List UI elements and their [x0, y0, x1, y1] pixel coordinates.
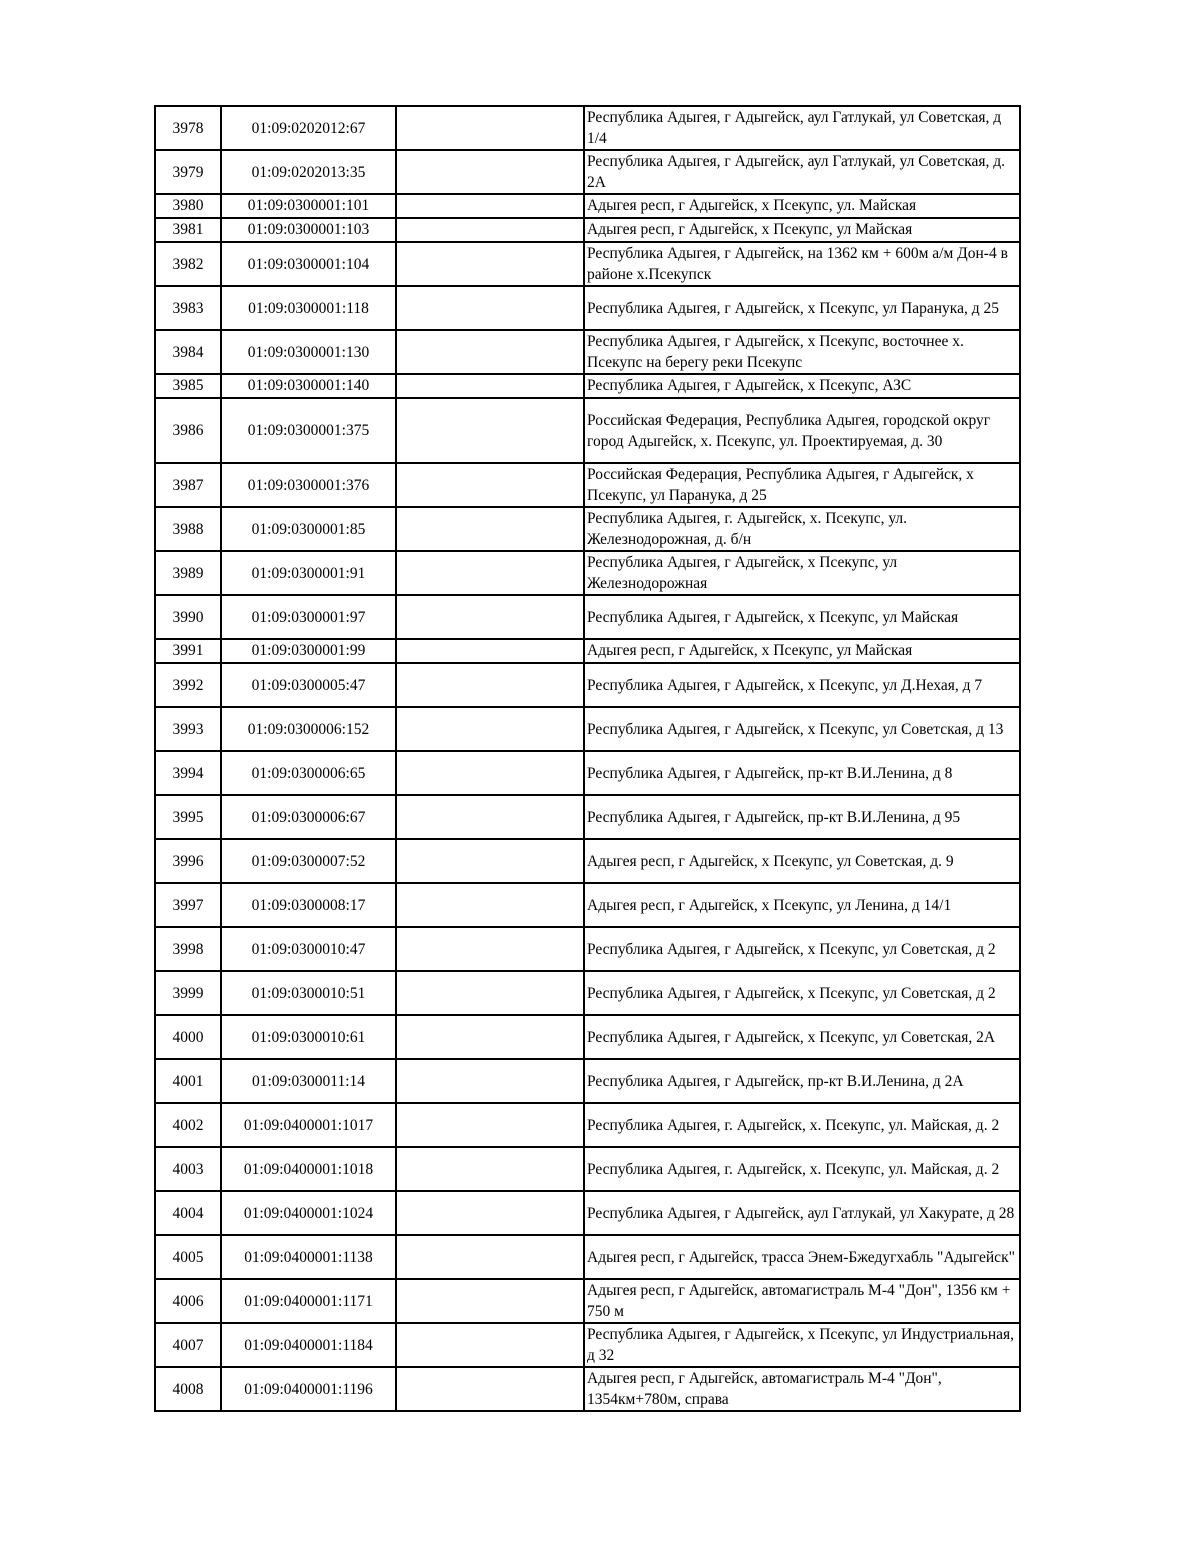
row-number-cell: 3981	[155, 218, 221, 242]
table-row	[155, 398, 1020, 463]
table-row	[155, 194, 1020, 218]
cadastral-number-cell: 01:09:0300001:375	[221, 398, 396, 463]
registry-table	[154, 105, 1021, 1412]
table-row	[155, 1279, 1020, 1323]
row-number-cell: 4001	[155, 1059, 221, 1103]
address-cell: Республика Адыгея, г. Адыгейск, х. Псекупс, ул. Железнодорожная, д. б/н	[584, 507, 1020, 551]
table-row	[155, 595, 1020, 639]
table-row	[155, 639, 1020, 663]
address-cell: Адыгея респ, г Адыгейск, х Псекупс, ул Ленина, д 14/1	[584, 883, 1020, 927]
empty-cell	[396, 374, 584, 398]
cadastral-number-cell: 01:09:0300001:91	[221, 551, 396, 595]
row-number-cell: 3979	[155, 150, 221, 194]
cadastral-number-cell: 01:09:0400001:1138	[221, 1235, 396, 1279]
table-row	[155, 1191, 1020, 1235]
cadastral-number-cell: 01:09:0300010:61	[221, 1015, 396, 1059]
empty-cell	[396, 463, 584, 507]
empty-cell	[396, 883, 584, 927]
empty-cell	[396, 286, 584, 330]
cadastral-number-cell: 01:09:0300001:99	[221, 639, 396, 663]
empty-cell	[396, 1103, 584, 1147]
row-number-cell: 4004	[155, 1191, 221, 1235]
row-number-cell: 3978	[155, 106, 221, 150]
empty-cell	[396, 218, 584, 242]
empty-cell	[396, 1235, 584, 1279]
cadastral-number-cell: 01:09:0300005:47	[221, 663, 396, 707]
address-cell: Республика Адыгея, г Адыгейск, х Псекупс, ул Советская, д 13	[584, 707, 1020, 751]
cadastral-number-cell: 01:09:0400001:1024	[221, 1191, 396, 1235]
table-row	[155, 795, 1020, 839]
empty-cell	[396, 194, 584, 218]
table-row	[155, 971, 1020, 1015]
table-row	[155, 663, 1020, 707]
empty-cell	[396, 595, 584, 639]
table-row	[155, 330, 1020, 374]
table-row	[155, 1015, 1020, 1059]
row-number-cell: 3995	[155, 795, 221, 839]
table-row	[155, 463, 1020, 507]
table-row	[155, 839, 1020, 883]
table-row	[155, 927, 1020, 971]
address-cell: Республика Адыгея, г Адыгейск, х Псекупс, ул Паранука, д 25	[584, 286, 1020, 330]
row-number-cell: 4003	[155, 1147, 221, 1191]
row-number-cell: 4000	[155, 1015, 221, 1059]
cadastral-number-cell: 01:09:0400001:1018	[221, 1147, 396, 1191]
cadastral-number-cell: 01:09:0202012:67	[221, 106, 396, 150]
cadastral-number-cell: 01:09:0300006:65	[221, 751, 396, 795]
address-cell: Республика Адыгея, г. Адыгейск, х. Псекупс, ул. Майская, д. 2	[584, 1147, 1020, 1191]
cadastral-number-cell: 01:09:0400001:1017	[221, 1103, 396, 1147]
empty-cell	[396, 106, 584, 150]
address-cell: Адыгея респ, г Адыгейск, трасса Энем-Бжедугхабль "Адыгейск"	[584, 1235, 1020, 1279]
empty-cell	[396, 795, 584, 839]
row-number-cell: 3985	[155, 374, 221, 398]
address-cell: Адыгея респ, г Адыгейск, х Псекупс, ул Советская, д. 9	[584, 839, 1020, 883]
address-cell: Адыгея респ, г Адыгейск, автомагистраль М-4 "Дон", 1354км+780м, справа	[584, 1367, 1020, 1411]
table-row	[155, 374, 1020, 398]
empty-cell	[396, 751, 584, 795]
address-cell: Адыгея респ, г Адыгейск, х Псекупс, ул. Майская	[584, 194, 1020, 218]
row-number-cell: 4008	[155, 1367, 221, 1411]
row-number-cell: 3980	[155, 194, 221, 218]
table-row	[155, 751, 1020, 795]
row-number-cell: 3988	[155, 507, 221, 551]
cadastral-number-cell: 01:09:0300001:118	[221, 286, 396, 330]
table-row	[155, 1103, 1020, 1147]
row-number-cell: 3983	[155, 286, 221, 330]
address-cell: Республика Адыгея, г Адыгейск, аул Гатлукай, ул Хакурате, д 28	[584, 1191, 1020, 1235]
table-row	[155, 707, 1020, 751]
table-row	[155, 883, 1020, 927]
address-cell: Адыгея респ, г Адыгейск, автомагистраль М-4 "Дон", 1356 км + 750 м	[584, 1279, 1020, 1323]
empty-cell	[396, 707, 584, 751]
row-number-cell: 3993	[155, 707, 221, 751]
empty-cell	[396, 242, 584, 286]
table-row	[155, 218, 1020, 242]
row-number-cell: 4005	[155, 1235, 221, 1279]
row-number-cell: 3990	[155, 595, 221, 639]
table-row	[155, 286, 1020, 330]
document-page	[154, 105, 1021, 1412]
cadastral-number-cell: 01:09:0300001:85	[221, 507, 396, 551]
empty-cell	[396, 971, 584, 1015]
row-number-cell: 3999	[155, 971, 221, 1015]
address-cell: Адыгея респ, г Адыгейск, х Псекупс, ул Майская	[584, 639, 1020, 663]
row-number-cell: 3989	[155, 551, 221, 595]
address-cell: Республика Адыгея, г Адыгейск, х Псекупс, восточнее х. Псекупс на берегу реки Псекупс	[584, 330, 1020, 374]
cadastral-number-cell: 01:09:0300001:104	[221, 242, 396, 286]
empty-cell	[396, 330, 584, 374]
row-number-cell: 3997	[155, 883, 221, 927]
empty-cell	[396, 1015, 584, 1059]
cadastral-number-cell: 01:09:0300001:97	[221, 595, 396, 639]
cadastral-number-cell: 01:09:0202013:35	[221, 150, 396, 194]
empty-cell	[396, 1279, 584, 1323]
address-cell: Республика Адыгея, г Адыгейск, х Псекупс, ул Советская, д 2	[584, 971, 1020, 1015]
empty-cell	[396, 150, 584, 194]
address-cell: Республика Адыгея, г Адыгейск, х Псекупс, ул Индустриальная, д 32	[584, 1323, 1020, 1367]
address-cell: Республика Адыгея, г Адыгейск, х Псекупс, ул Советская, 2А	[584, 1015, 1020, 1059]
address-cell: Республика Адыгея, г Адыгейск, аул Гатлукай, ул Советская, д 1/4	[584, 106, 1020, 150]
cadastral-number-cell: 01:09:0300007:52	[221, 839, 396, 883]
empty-cell	[396, 663, 584, 707]
cadastral-number-cell: 01:09:0300006:67	[221, 795, 396, 839]
cadastral-number-cell: 01:09:0300001:376	[221, 463, 396, 507]
cadastral-number-cell: 01:09:0400001:1171	[221, 1279, 396, 1323]
row-number-cell: 4007	[155, 1323, 221, 1367]
registry-table-body	[155, 106, 1020, 1411]
empty-cell	[396, 1323, 584, 1367]
table-row	[155, 507, 1020, 551]
cadastral-number-cell: 01:09:0400001:1184	[221, 1323, 396, 1367]
table-row	[155, 106, 1020, 150]
address-cell: Республика Адыгея, г Адыгейск, х Псекупс, ул Д.Нехая, д 7	[584, 663, 1020, 707]
cadastral-number-cell: 01:09:0300011:14	[221, 1059, 396, 1103]
address-cell: Республика Адыгея, г Адыгейск, пр-кт В.И.Ленина, д 2А	[584, 1059, 1020, 1103]
row-number-cell: 3996	[155, 839, 221, 883]
row-number-cell: 3986	[155, 398, 221, 463]
empty-cell	[396, 1191, 584, 1235]
cadastral-number-cell: 01:09:0300008:17	[221, 883, 396, 927]
row-number-cell: 3994	[155, 751, 221, 795]
address-cell: Республика Адыгея, г Адыгейск, пр-кт В.И.Ленина, д 95	[584, 795, 1020, 839]
empty-cell	[396, 398, 584, 463]
address-cell: Республика Адыгея, г Адыгейск, аул Гатлукай, ул Советская, д. 2А	[584, 150, 1020, 194]
address-cell: Республика Адыгея, г Адыгейск, х Псекупс, ул Майская	[584, 595, 1020, 639]
table-row	[155, 150, 1020, 194]
table-row	[155, 242, 1020, 286]
row-number-cell: 3982	[155, 242, 221, 286]
row-number-cell: 4002	[155, 1103, 221, 1147]
row-number-cell: 3992	[155, 663, 221, 707]
address-cell: Российская Федерация, Республика Адыгея, г Адыгейск, х Псекупс, ул Паранука, д 25	[584, 463, 1020, 507]
cadastral-number-cell: 01:09:0400001:1196	[221, 1367, 396, 1411]
address-cell: Республика Адыгея, г Адыгейск, пр-кт В.И.Ленина, д 8	[584, 751, 1020, 795]
address-cell: Российская Федерация, Республика Адыгея, городской округ город Адыгейск, х. Псекупс, ул. Проектируемая, д. 30	[584, 398, 1020, 463]
table-row	[155, 1235, 1020, 1279]
empty-cell	[396, 1059, 584, 1103]
empty-cell	[396, 639, 584, 663]
address-cell: Адыгея респ, г Адыгейск, х Псекупс, ул Майская	[584, 218, 1020, 242]
empty-cell	[396, 507, 584, 551]
address-cell: Республика Адыгея, г Адыгейск, х Псекупс, АЗС	[584, 374, 1020, 398]
empty-cell	[396, 1367, 584, 1411]
row-number-cell: 3991	[155, 639, 221, 663]
address-cell: Республика Адыгея, г Адыгейск, х Псекупс, ул Советская, д 2	[584, 927, 1020, 971]
table-row	[155, 1323, 1020, 1367]
empty-cell	[396, 927, 584, 971]
empty-cell	[396, 1147, 584, 1191]
address-cell: Республика Адыгея, г. Адыгейск, х. Псекупс, ул. Майская, д. 2	[584, 1103, 1020, 1147]
cadastral-number-cell: 01:09:0300010:47	[221, 927, 396, 971]
cadastral-number-cell: 01:09:0300006:152	[221, 707, 396, 751]
row-number-cell: 3987	[155, 463, 221, 507]
empty-cell	[396, 551, 584, 595]
address-cell: Республика Адыгея, г Адыгейск, х Псекупс, ул Железнодорожная	[584, 551, 1020, 595]
cadastral-number-cell: 01:09:0300001:103	[221, 218, 396, 242]
row-number-cell: 3998	[155, 927, 221, 971]
table-row	[155, 1059, 1020, 1103]
cadastral-number-cell: 01:09:0300010:51	[221, 971, 396, 1015]
row-number-cell: 4006	[155, 1279, 221, 1323]
empty-cell	[396, 839, 584, 883]
cadastral-number-cell: 01:09:0300001:130	[221, 330, 396, 374]
table-row	[155, 1367, 1020, 1411]
cadastral-number-cell: 01:09:0300001:140	[221, 374, 396, 398]
table-row	[155, 1147, 1020, 1191]
row-number-cell: 3984	[155, 330, 221, 374]
table-row	[155, 551, 1020, 595]
cadastral-number-cell: 01:09:0300001:101	[221, 194, 396, 218]
address-cell: Республика Адыгея, г Адыгейск, на 1362 км + 600м а/м Дон-4 в районе х.Псекупск	[584, 242, 1020, 286]
